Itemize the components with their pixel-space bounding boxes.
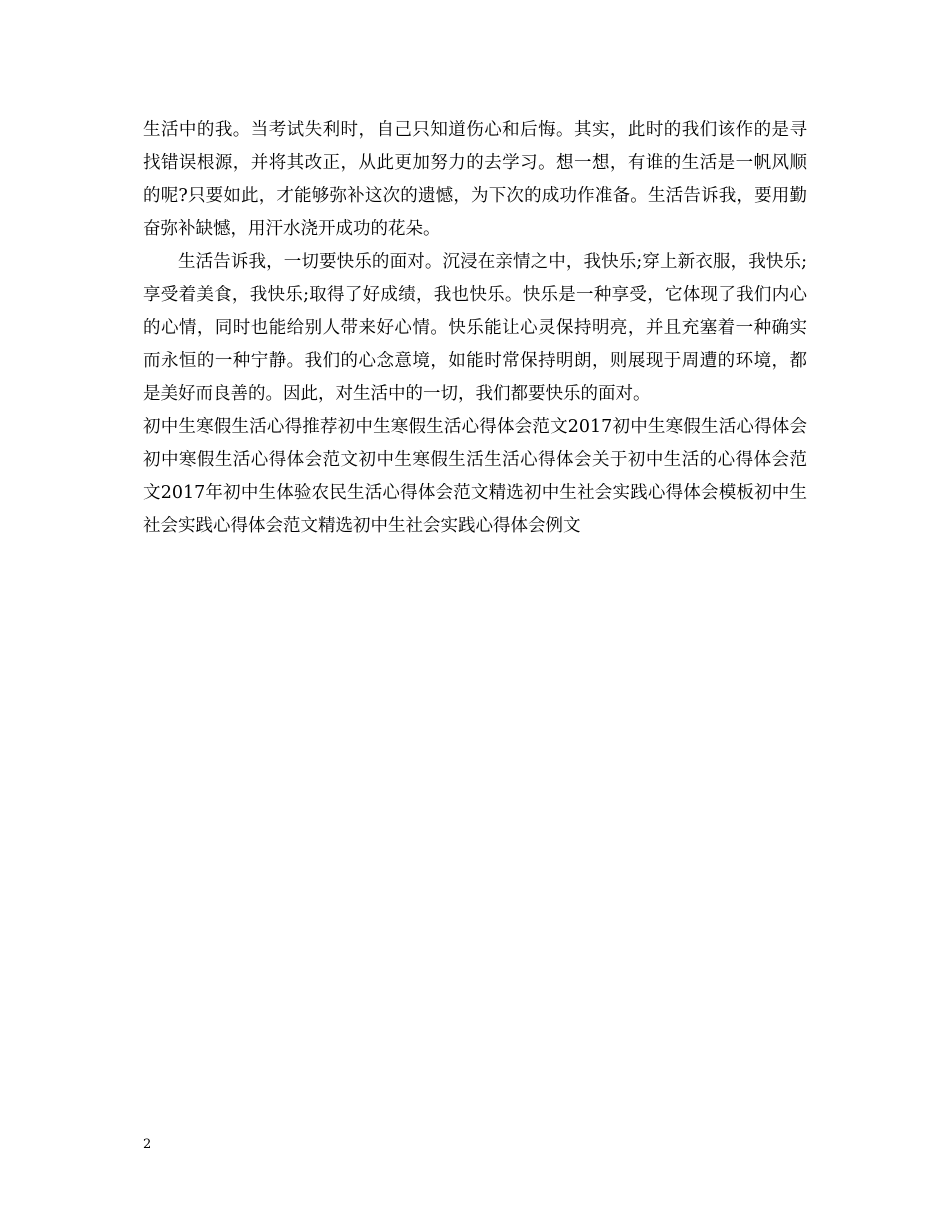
page-number: 2 [143,1137,152,1152]
document-body [143,114,807,543]
paragraph-continuation: 生活中的我。当考试失利时，自己只知道伤心和后悔。其实，此时的我们该作的是寻找错误根源，并将其改正，从此更加努力的去学习。想一想，有谁的生活是一帆风顺的呢?只要如此，才能够弥补这次的遗憾，为下次的成功作准备。生活告诉我，要用勤奋弥补缺憾，用汗水浇开成功的花朵。 [143,120,807,239]
related-articles-list: 初中生寒假生活心得推荐初中生寒假生活心得体会范文2017初中生寒假生活心得体会初中寒假生活心得体会范文初中生寒假生活生活心得体会关于初中生活的心得体会范文2017年初中生体验农民生活心得体会范文精选初中生社会实践心得体会模板初中生社会实践心得体会范文精选初中生社会实践心得体会例文 [143,417,807,536]
paragraph-happiness: 生活告诉我，一切要快乐的面对。沉浸在亲情之中，我快乐;穿上新衣服，我快乐;享受着美食，我快乐;取得了好成绩，我也快乐。快乐是一种享受，它体现了我们内心的心情，同时也能给别人带来好心情。快乐能让心灵保持明亮，并且充塞着一种确实而永恒的一种宁静。我们的心念意境，如能时常保持明朗，则展现于周遭的环境，都是美好而良善的。因此，对生活中的一切，我们都要快乐的面对。 [143,252,807,404]
